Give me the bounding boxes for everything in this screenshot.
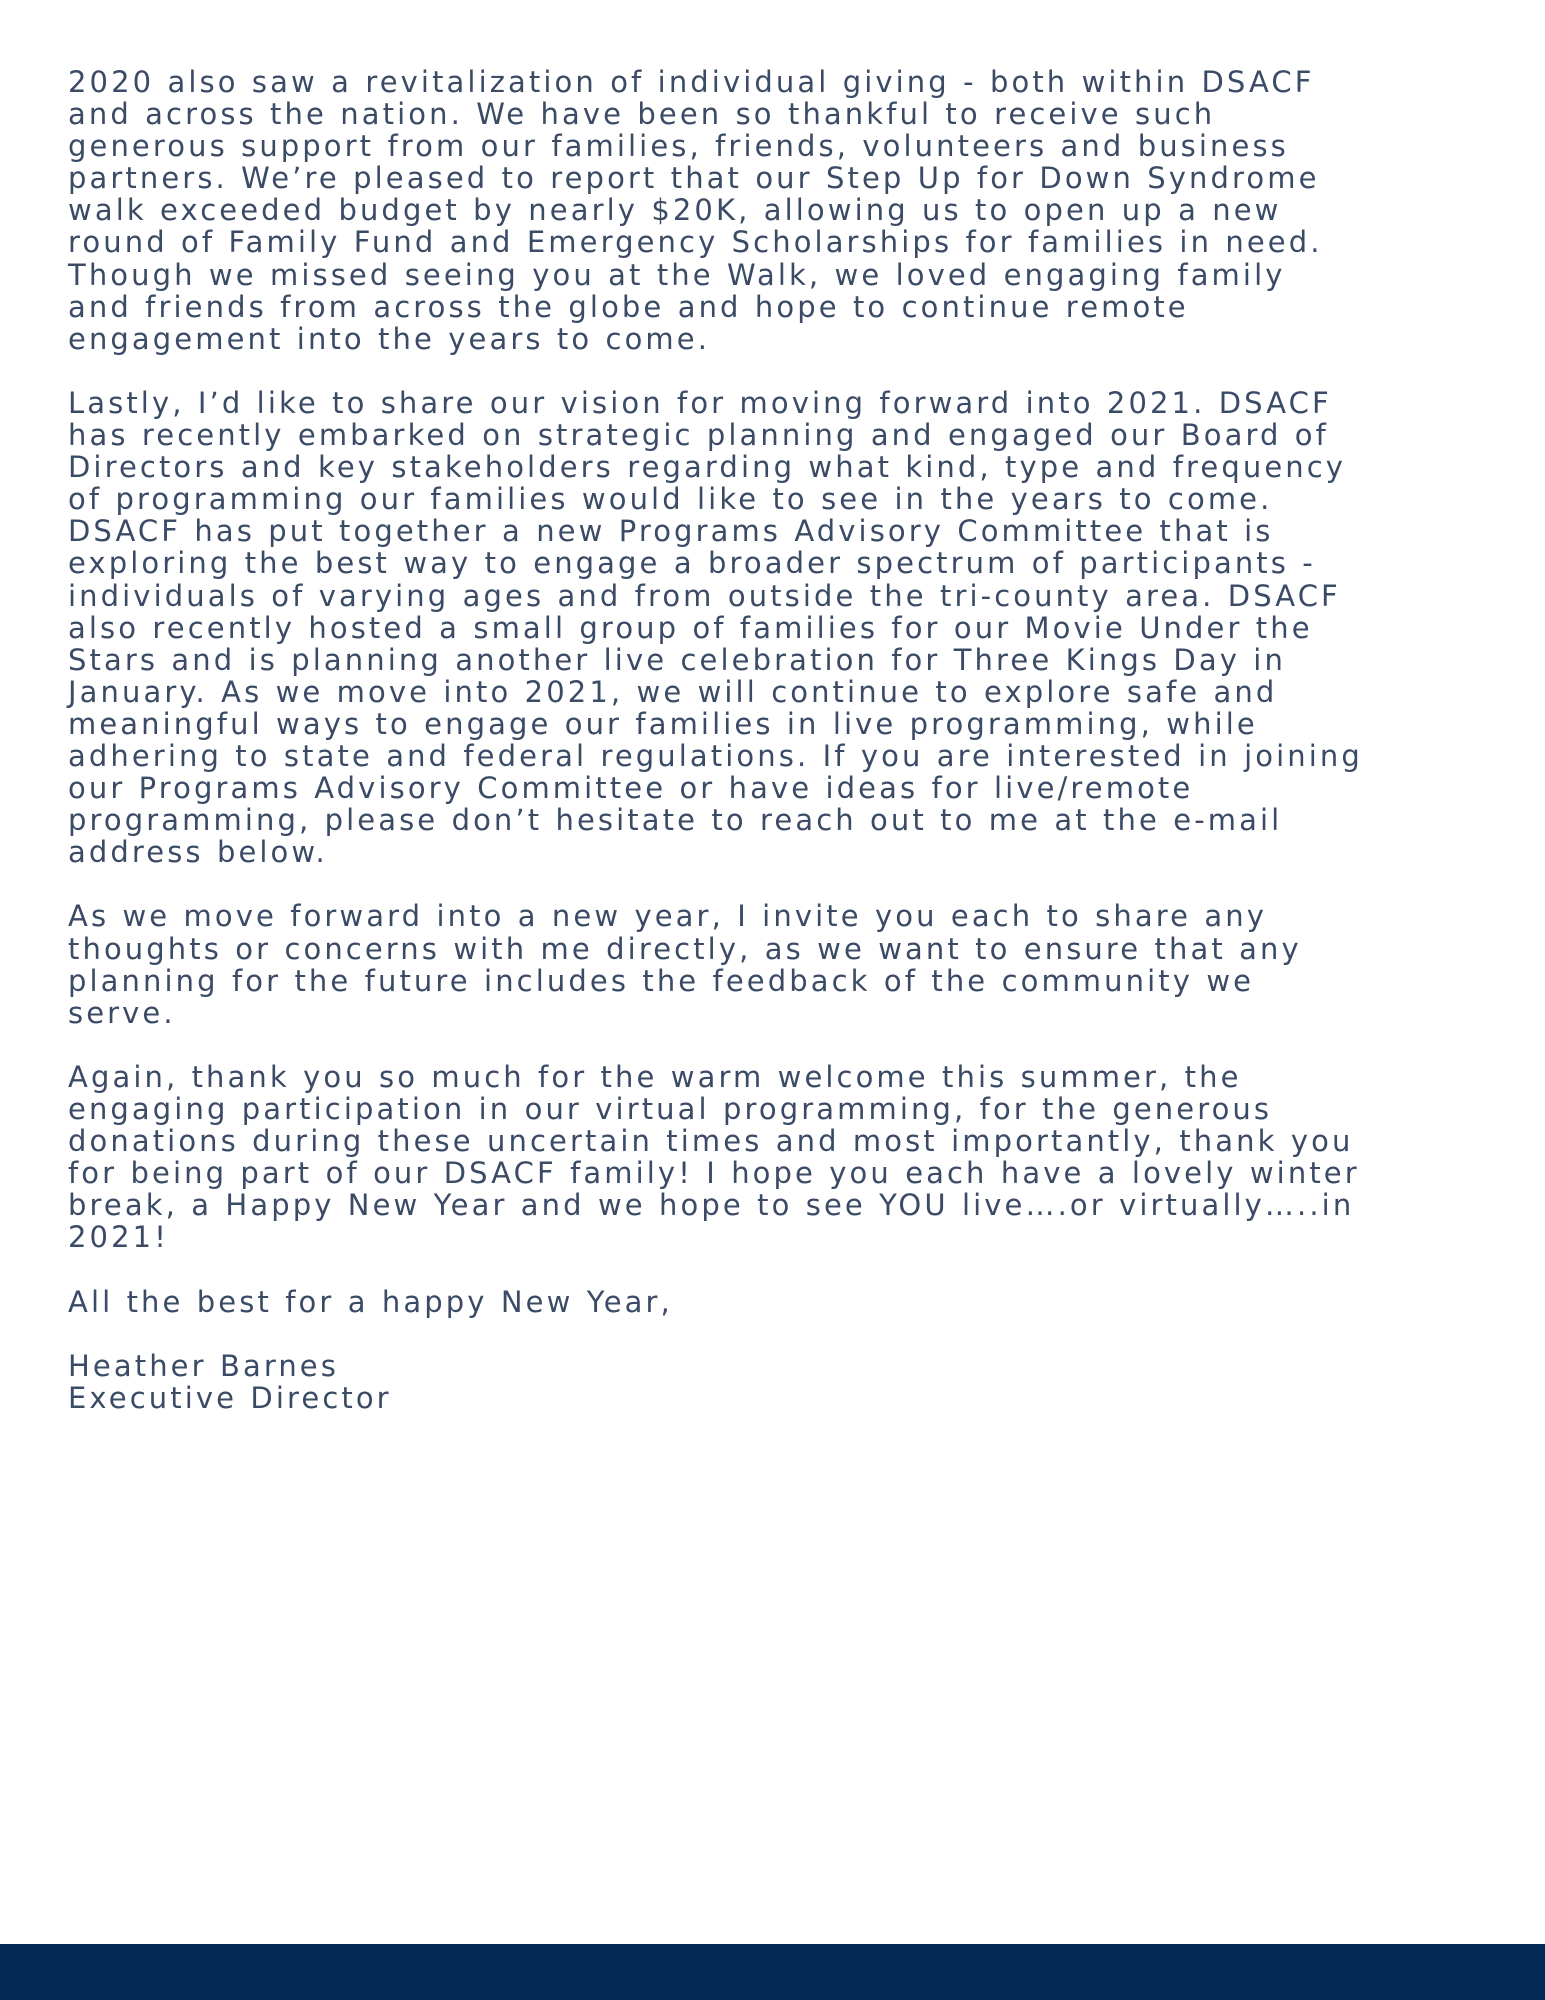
signature-name: Heather Barnes <box>68 1348 339 1383</box>
footer-bar <box>0 1944 1545 2000</box>
paragraph-thank-you: Again, thank you so much for the warm welcome this summer, the engaging participation in our virtual programming, for the generous donations during these uncertain times and most importantly, thank you for being part of our DSACF family! I hope you each have a lovely winter break, a Happy New Year and we hope to see YOU live….or virtually…..in 2021! <box>68 1059 1360 1255</box>
letter-body <box>68 66 1488 1414</box>
signature-title: Executive Director <box>68 1380 392 1415</box>
paragraph-vision-2021: Lastly, I’d like to share our vision for moving forward into 2021. DSACF has recently embarked on strategic planning and engaged our Board of Directors and key stakeholders regarding what kind, type and frequency of programming our families would like to see in the years to come. DSACF has put together a new Programs Advisory Committee that is exploring the best way to engage a broader spectrum of participants - individuals of varying ages and from outside the tri-county area. DSACF also recently hosted a small group of families for our Movie Under the Stars and is planning another live celebration for Three Kings Day in January. As we move into 2021, we will continue to explore safe and meaningful ways to engage our families in live programming, while adhering to state and federal regulations. If you are interested in joining our Programs Advisory Committee or have ideas for live/remote programming, please don’t hesitate to reach out to me at the e-mail address below. <box>68 385 1363 870</box>
paragraph-feedback-invite: As we move forward into a new year, I invite you each to share any thoughts or concerns with me directly, as we want to ensure that any planning for the future includes the feedback of the community we serve. <box>68 899 1302 1030</box>
paragraph-individual-giving: 2020 also saw a revitalization of individual giving - both within DSACF and across the nation. We have been so thankful to receive such generous support from our families, friends, volunteers and business partners. We’re pleased to report that our Step Up for Down Syndrome walk exceeded budget by nearly $20K, allowing us to open up a new round of Family Fund and Emergency Scholarships for families in need. Though we missed seeing you at the Walk, we loved engaging family and friends from across the globe and hope to continue remote engagement into the years to come. <box>68 65 1323 356</box>
closing-line: All the best for a happy New Year, <box>68 1284 673 1319</box>
signature-block <box>68 1350 1488 1414</box>
